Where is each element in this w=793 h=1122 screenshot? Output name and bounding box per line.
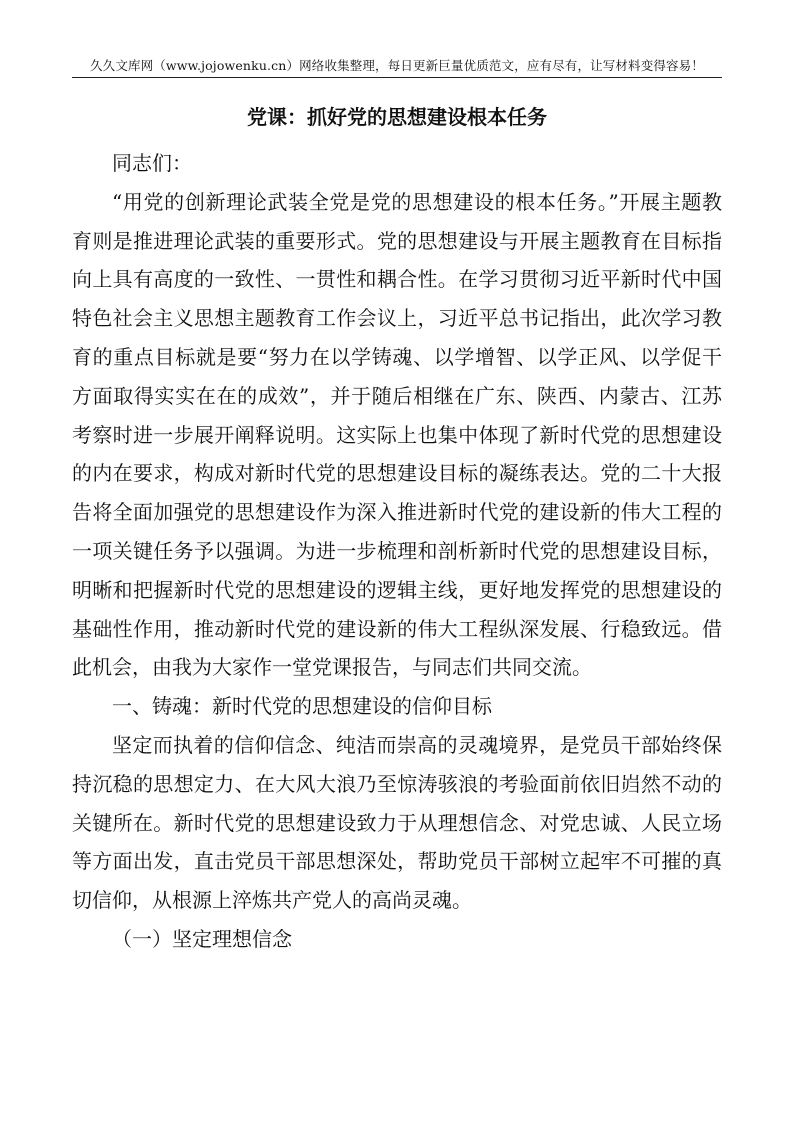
section-heading-1: 一、铸魂：新时代党的思想建设的信仰目标 (112, 694, 492, 719)
body-paragraph-section-1: 坚定而执着的信仰信念、纯洁而崇高的灵魂境界，是党员干部始终保持沉稳的思想定力、在大风大浪乃至惊涛骇浪的考验面前依旧岿然不动的关键所在。新时代党的思想建设致力于从理想信念、对党忠诚、人民立场等方面出发，直击党员干部思想深处，帮助党员干部树立起牢不可摧的真切信仰，从根源上淬炼共产党人的高尚灵魂。 (72, 732, 722, 913)
document-body (72, 144, 722, 959)
salutation: 同志们： (112, 151, 192, 175)
header-divider (72, 77, 722, 78)
page-header-text: 久久文库网（www.jojowenku.cn）网络收集整理，每日更新巨量优质范文，应有尽有，让写材料变得容易！ (90, 58, 704, 73)
document-title: 党课：抓好党的思想建设根本任务 (247, 105, 547, 129)
subsection-heading-1: （一）坚定理想信念 (112, 926, 292, 951)
body-paragraph-intro: “用党的创新理论武装全党是党的思想建设的根本任务。”开展主题教育则是推进理论武装的重要形式。党的思想建设与开展主题教育在目标指向上具有高度的一致性、一贯性和耦合性。在学习贯彻习近平新时代中国特色社会主义思想主题教育工作会议上，习近平总书记指出，此次学习教育的重点目标就是要“努力在以学铸魂、以学增智、以学正风、以学促干方面取得实实在在的成效”，并于随后相继在广东、陕西、内蒙古、江苏考察时进一步展开阐释说明。这实际上也集中体现了新时代党的思想建设的内在要求，构成对新时代党的思想建设目标的凝练表达。党的二十大报告将全面加强党的思想建设作为深入推进新时代党的建设新的伟大工程的一项关键任务予以强调。为进一步梳理和剖析新时代党的思想建设目标，明晰和把握新时代党的思想建设的逻辑主线，更好地发挥党的思想建设的基础性作用，推动新时代党的建设新的伟大工程纵深发展、行稳致远。借此机会，由我为大家作一堂党课报告，与同志们共同交流。 (72, 189, 722, 680)
